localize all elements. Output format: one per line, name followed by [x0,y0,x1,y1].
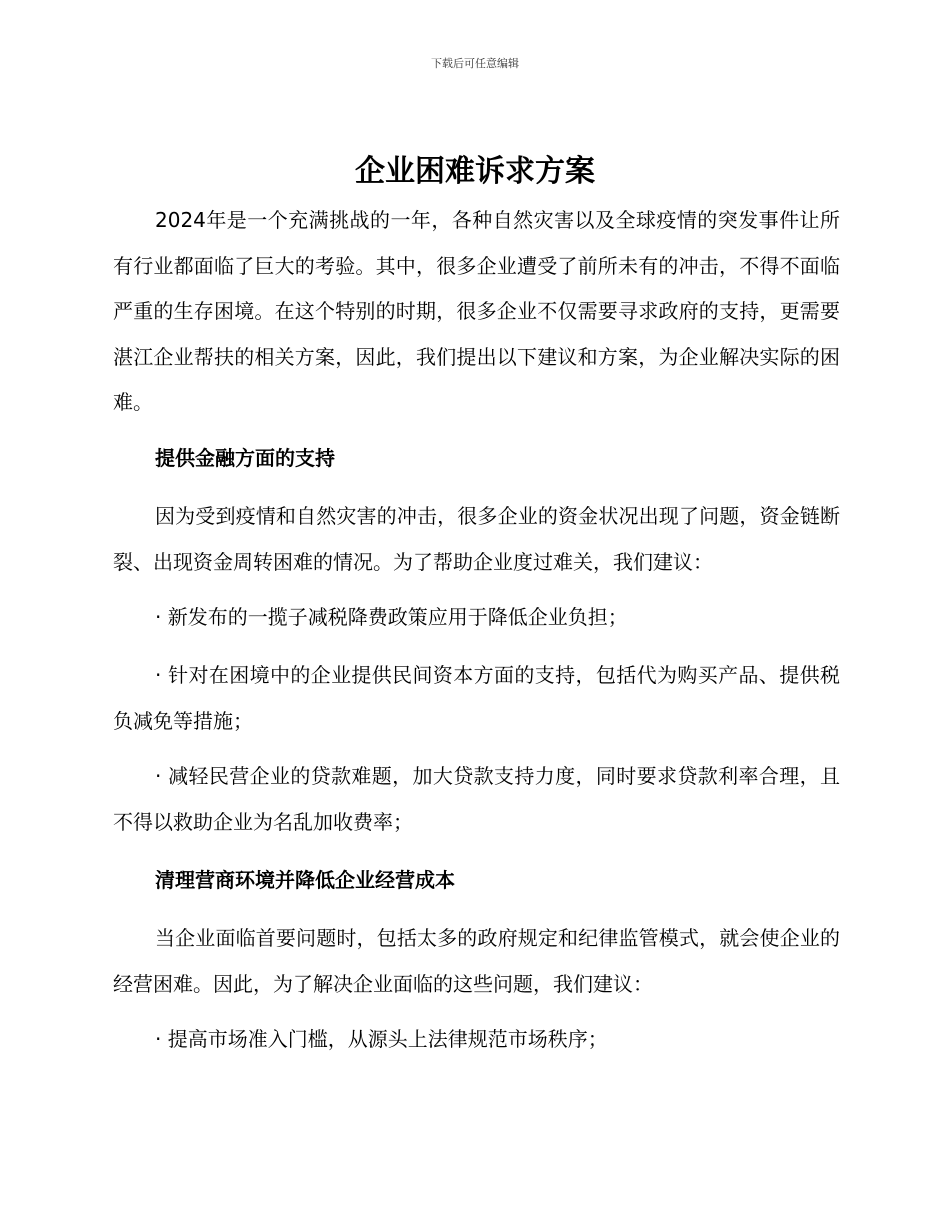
list-item: · 新发布的一揽子减税降费政策应用于降低企业负担； [155,605,628,629]
section2-paragraph: 当企业面临首要问题时，包括太多的政府规定和纪律监管模式，就会使企业的经营困难。因此，为了解决企业面临的这些问题，我们建议： [113,926,840,996]
section1-paragraph: 因为受到疫情和自然灾害的冲击，很多企业的资金状况出现了问题，资金链断裂、出现资金周转困难的情况。为了帮助企业度过难关，我们建议： [113,504,840,574]
header-note: 下载后可任意编辑 [431,57,519,70]
list-item: · 提高市场准入门槛，从源头上法律规范市场秩序； [155,1027,608,1051]
section1-heading: 提供金融方面的支持 [155,446,335,470]
section1-bullet-3-block [113,754,840,845]
page-title: 企业困难诉求方案 [355,154,595,189]
section2-paragraph-block [113,916,840,1007]
intro-block [113,198,840,426]
section2-heading: 清理营商环境并降低企业经营成本 [155,868,455,892]
section1-bullet-2-block [113,653,840,744]
intro-paragraph: 2024年是一个充满挑战的一年，各种自然灾害以及全球疫情的突发事件让所有行业都面临了巨大的考验。其中，很多企业遭受了前所未有的冲击，不得不面临严重的生存困境。在这个特别的时期，很多企业不仅需要寻求政府的支持，更需要湛江企业帮扶的相关方案，因此，我们提出以下建议和方案，为企业解决实际的困难。 [113,208,840,414]
list-item: · 减轻民营企业的贷款难题，加大贷款支持力度，同时要求贷款利率合理，且不得以救助企业为名乱加收费率； [113,764,840,834]
section2-bullet-1-block [113,1017,840,1063]
list-item: · 针对在困境中的企业提供民间资本方面的支持，包括代为购买产品、提供税负减免等措施； [113,663,840,733]
section1-paragraph-block [113,494,840,585]
section1-bullet-1-block [113,595,840,641]
